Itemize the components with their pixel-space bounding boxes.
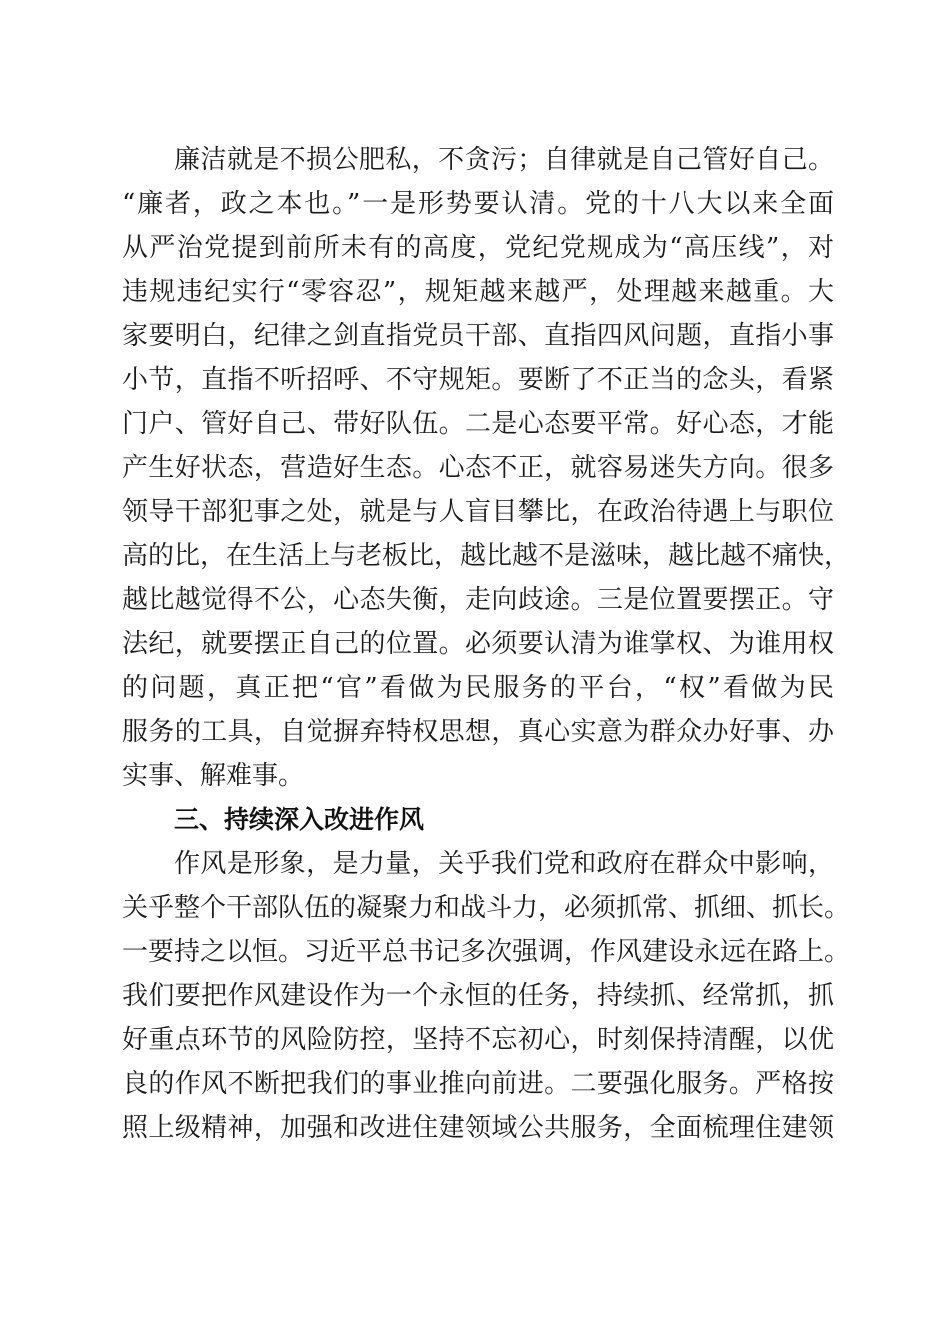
paragraph-line: 产生好状态，营造好生态。心态不正，就容易迷失方向。很多: [122, 453, 834, 483]
paragraph-line: 廉洁就是不损公肥私，不贪污；自律就是自己管好自己。: [174, 145, 834, 175]
paragraph-line: 好重点环节的风险防控，坚持不忘初心，时刻保持清醒，以优: [122, 1025, 834, 1055]
paragraph-line: “廉者，政之本也。”一是形势要认清。党的十八大以来全面: [122, 189, 834, 219]
paragraph-line: 良的作风不断把我们的事业推向前进。二要强化服务。严格按: [122, 1069, 834, 1099]
paragraph-line: 的问题，真正把“官”看做为民服务的平台，“权”看做为民: [122, 673, 834, 703]
paragraph-line: 一要持之以恒。习近平总书记多次强调，作风建设永远在路上。: [122, 937, 851, 967]
paragraph-integrity: [122, 138, 851, 1150]
paragraph-line: 家要明白，纪律之剑直指党员干部、直指四风问题，直指小事: [122, 321, 834, 351]
paragraph-line: 从严治党提到前所未有的高度，党纪党规成为“高压线”，对: [122, 233, 834, 263]
paragraph-line: 越比越觉得不公，心态失衡，走向歧途。三是位置要摆正。守: [122, 585, 834, 615]
paragraph-line: 高的比，在生活上与老板比，越比越不是滋味，越比越不痛快，: [122, 541, 851, 571]
paragraph-line: 法纪，就要摆正自己的位置。必须要认清为谁掌权、为谁用权: [122, 629, 834, 659]
paragraph-line: 违规违纪实行“零容忍”，规矩越来越严，处理越来越重。大: [122, 277, 834, 307]
paragraph-line: 我们要把作风建设作为一个永恒的任务，持续抓、经常抓，抓: [122, 981, 834, 1011]
paragraph-line: 关乎整个干部队伍的凝聚力和战斗力，必须抓常、抓细、抓长。: [122, 893, 851, 923]
paragraph-line: 照上级精神，加强和改进住建领域公共服务，全面梳理住建领: [122, 1113, 834, 1143]
paragraph-line: 作风是形象，是力量，关乎我们党和政府在群众中影响，: [174, 849, 834, 879]
paragraph-line: 门户、管好自己、带好队伍。二是心态要平常。好心态，才能: [122, 409, 834, 439]
paragraph-line: 领导干部犯事之处，就是与人盲目攀比，在政治待遇上与职位: [122, 497, 834, 527]
paragraph-line: 小节，直指不听招呼、不守规矩。要断了不正当的念头，看紧: [122, 365, 834, 395]
paragraph-line: 服务的工具，自觉摒弃特权思想，真心实意为群众办好事、办: [122, 717, 834, 747]
section-heading: 三、持续深入改进作风: [174, 805, 425, 834]
paragraph-line: 实事、解难事。: [122, 761, 305, 791]
